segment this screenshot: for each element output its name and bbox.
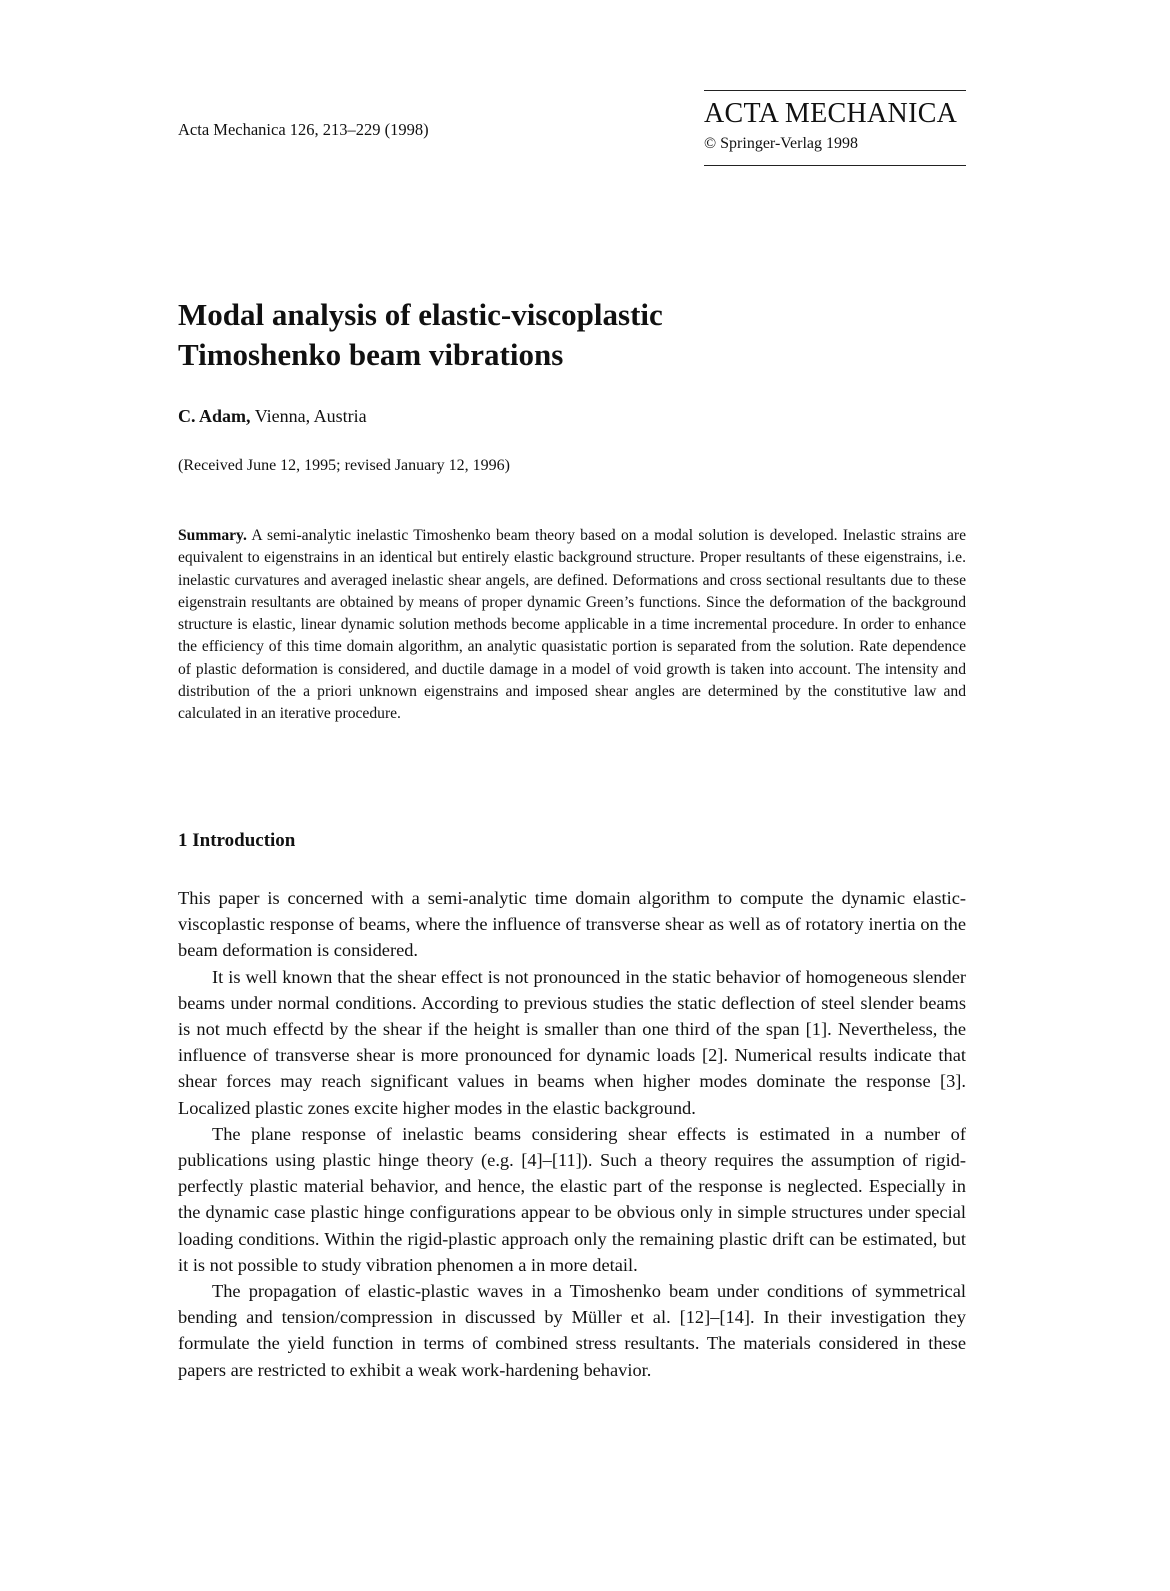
summary-abstract bbox=[178, 525, 966, 726]
author-line bbox=[178, 406, 367, 427]
paragraph: This paper is concerned with a semi-analytic time domain algorithm to compute the dynamic elastic-viscoplastic response of beams, where the influence of transverse shear as well as of rotatory inertia on the beam deformation is considered. bbox=[178, 888, 966, 961]
journal-masthead bbox=[704, 90, 966, 166]
masthead-top-rule bbox=[704, 90, 966, 91]
paragraph: The plane response of inelastic beams considering shear effects is estimated in a number of publications using plastic hinge theory (e.g. [4]–[11]). Such a theory requires the assumption of rigid-perfectly plastic material behavior, and hence, the elastic part of the response is neglected. Especially in the dynamic case plastic hinge configurations appear to be obvious only in simple structures under special loading conditions. Within the rigid-plastic approach only the remaining plastic drift can be estimated, but it is not possible to study vibration phenomen a in more detail. bbox=[178, 1123, 966, 1275]
summary-text: A semi-analytic inelastic Timoshenko beam theory based on a modal solution is developed. Inelastic strains are equivalent to eigenstrains in an identical but entirely elastic background structure. Proper resultants of these eigenstrains, i.e. inelastic curvatures and averaged inelastic shear angels, are defined. Deformations and cross sectional resultants due to these eigenstrain resultants are obtained by means of proper dynamic Green’s functions. Since the deformation of the background structure is elastic, linear dynamic solution methods become applicable in a time incremental procedure. In order to enhance the efficiency of this time domain algorithm, an analytic quasistatic portion is separated from the solution. Rate dependence of plastic deformation is considered, and ductile damage in a model of void growth is taken into account. The intensity and distribution of the a priori unknown eigenstrains and imposed shear angles are determined by the constitutive law and calculated in an iterative procedure. bbox=[178, 527, 966, 723]
author-affiliation: Vienna, Austria bbox=[250, 406, 367, 426]
introduction-body bbox=[178, 885, 966, 1383]
paragraph: It is well known that the shear effect is not pronounced in the static behavior of homogeneous slender beams under normal conditions. According to previous studies the static deflection of steel slender beams is not much effectd by the shear if the height is smaller than one third of the span [1]. Nevertheless, the influence of transverse shear is more pronounced for dynamic loads [2]. Numerical results indicate that shear forces may reach significant values in beams when higher modes dominate the response [3]. Localized plastic zones excite higher modes in the elastic background. bbox=[178, 966, 966, 1118]
section-heading-introduction: 1 Introduction bbox=[178, 830, 296, 851]
journal-name: ACTA MECHANICA bbox=[704, 98, 958, 129]
paper-title bbox=[178, 295, 878, 375]
paragraph: The propagation of elastic-plastic waves in a Timoshenko beam under conditions of symmetrical bending and tension/compression in discussed by Müller et al. [12]–[14]. In their investigation they formulate the yield function in terms of combined stress resultants. The materials considered in these papers are restricted to exhibit a weak work-hardening behavior. bbox=[178, 1281, 966, 1380]
received-dates: (Received June 12, 1995; revised January 12, 1996) bbox=[178, 457, 510, 474]
publisher-copyright: © Springer-Verlag 1998 bbox=[704, 135, 859, 152]
masthead-bottom-rule bbox=[704, 165, 966, 166]
journal-citation: Acta Mechanica 126, 213–229 (1998) bbox=[178, 120, 429, 139]
author-name: C. Adam, bbox=[178, 406, 251, 426]
title-line-2: Timoshenko beam vibrations bbox=[178, 337, 564, 372]
title-line-1: Modal analysis of elastic-viscoplastic bbox=[178, 297, 663, 332]
summary-label: Summary. bbox=[178, 527, 247, 544]
